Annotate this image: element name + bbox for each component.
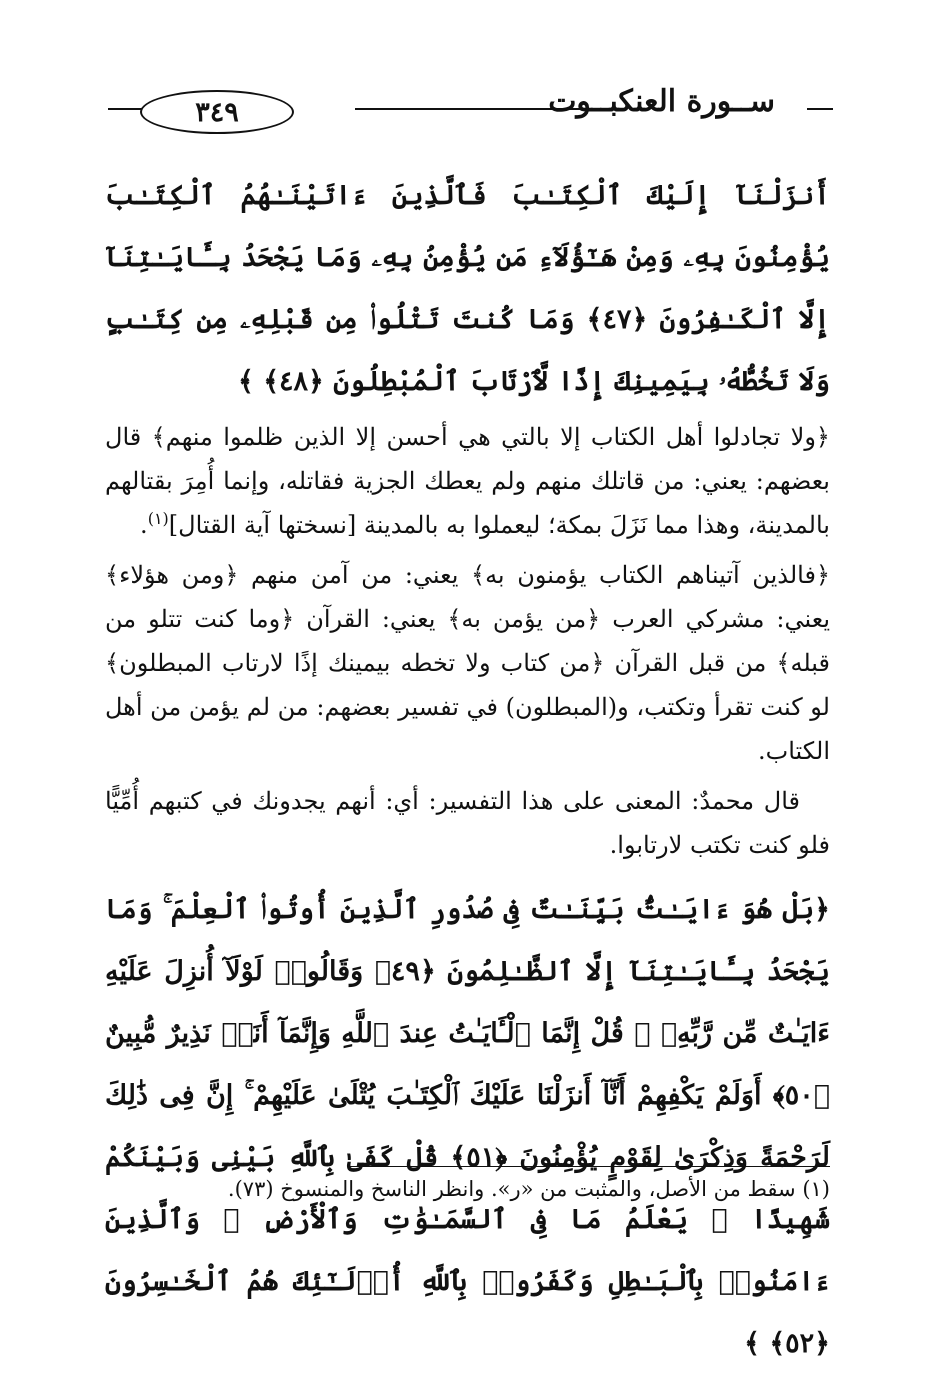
footnote-reference: (١) <box>147 509 169 528</box>
surah-title: ســورة العنكبــوت <box>548 84 775 119</box>
footnote-divider <box>350 1166 830 1167</box>
page-number-frame <box>140 90 294 134</box>
quran-verse-block-1: أَنزَلْنَآ إِلَيْكَ ٱلْكِتَـٰبَ فَٱلَّذِينَ ءَاتَيْنَـٰهُمُ ٱلْكِتَـٰبَ يُؤْمِنُونَ بِهِۦ وَمِنْ هَـٰٓؤُلَآءِ مَن يُؤْمِنُ بِهِۦ وَمَا يَجْحَدُ بِـَٔايَـٰتِنَآ إِلَّا ٱلْكَـٰفِرُونَ ﴿٤٧﴾ وَمَا كُنتَ تَتْلُوا۟ مِن قَبْلِهِۦ مِن كِتَـٰبٍ وَلَا تَخُطُّهُۥ بِيَمِينِكَ إِذًا لَّٱرْتَابَ ٱلْمُبْطِلُونَ ﴿٤٨﴾ ﴾ <box>105 180 830 397</box>
commentary-paragraph-2: ﴿فالذين آتيناهم الكتاب يؤمنون به﴾ يعني: من آمن منهم ﴿ومن هؤلاء﴾ يعني: مشركي العرب ﴿من يؤمن به﴾ يعني: القرآن ﴿وما كنت تتلو من قبله﴾ من قبل القرآن ﴿من كتاب ولا تخطه بيمينك إذًا لارتاب المبطلون﴾ لو كنت تقرأ وتكتب، و(المبطلون) في تفسير بعضهم: من لم يؤمن من أهل الكتاب. <box>105 561 830 765</box>
commentary-paragraph-1 <box>105 415 830 547</box>
commentary-text-1: ﴿ولا تجادلوا أهل الكتاب إلا بالتي هي أحسن إلا الذين ظلموا منهم﴾ قال بعضهم: يعني: من قاتلك منهم ولم يعطك الجزية فقاتله، وإنما أُمِرَ بقتالهم بالمدينة، وهذا مما نَزَلَ بمكة؛ ليعملوا به بالمدينة [نسختها آية القتال] <box>105 423 830 539</box>
commentary-paragraph-3: قال محمدٌ: المعنى على هذا التفسير: أي: أنهم يجدونك في كتبهم أُمِّيًّا فلو كنت تكتب لارتابوا. <box>105 787 830 859</box>
page-number: ٣٤٩ <box>195 96 239 128</box>
page-header <box>100 78 835 138</box>
footnote: (١) سقط من الأصل، والمثبت من «ر». وانظر الناسخ والمنسوخ (٧٣). <box>227 1177 830 1201</box>
header-dash <box>807 108 833 110</box>
commentary-text-1-end: . <box>140 511 148 539</box>
quran-verse-block-2: ﴿بَلْ هُوَ ءَايَـٰتٌۢ بَيِّنَـٰتٌ فِى صُدُورِ ٱلَّذِينَ أُوتُوا۟ ٱلْعِلْمَ ۚ وَمَا يَجْحَدُ بِـَٔايَـٰتِنَآ إِلَّا ٱلظَّـٰلِمُونَ ﴿٤٩﴾ وَقَالُوا۟ لَوْلَآ أُنزِلَ عَلَيْهِ ءَايَـٰتٌ مِّن رَّبِّهِۦ ۖ قُلْ إِنَّمَا ٱلْـَٔايَـٰتُ عِندَ ٱللَّهِ وَإِنَّمَآ أَنَا۠ نَذِيرٌ مُّبِينٌ ﴿٥٠﴾ أَوَلَمْ يَكْفِهِمْ أَنَّآ أَنزَلْنَا عَلَيْكَ ٱلْكِتَـٰبَ يُتْلَىٰ عَلَيْهِمْ ۚ إِنَّ فِى ذَٰلِكَ لَرَحْمَةً وَذِكْرَىٰ لِقَوْمٍ يُؤْمِنُونَ ﴿٥١﴾ قُلْ كَفَىٰ بِٱللَّهِ بَيْنِى وَبَيْنَكُمْ شَهِيدًا ۖ يَعْلَمُ مَا فِى ٱلسَّمَـٰوَٰتِ وَٱلْأَرْضِ ۗ وَٱلَّذِينَ ءَامَنُوا۟ بِٱلْبَـٰطِلِ وَكَفَرُوا۟ بِٱللَّهِ أُو۟لَـٰٓئِكَ هُمُ ٱلْخَـٰسِرُونَ ﴿٥٢﴾ ﴾ <box>105 894 830 1359</box>
